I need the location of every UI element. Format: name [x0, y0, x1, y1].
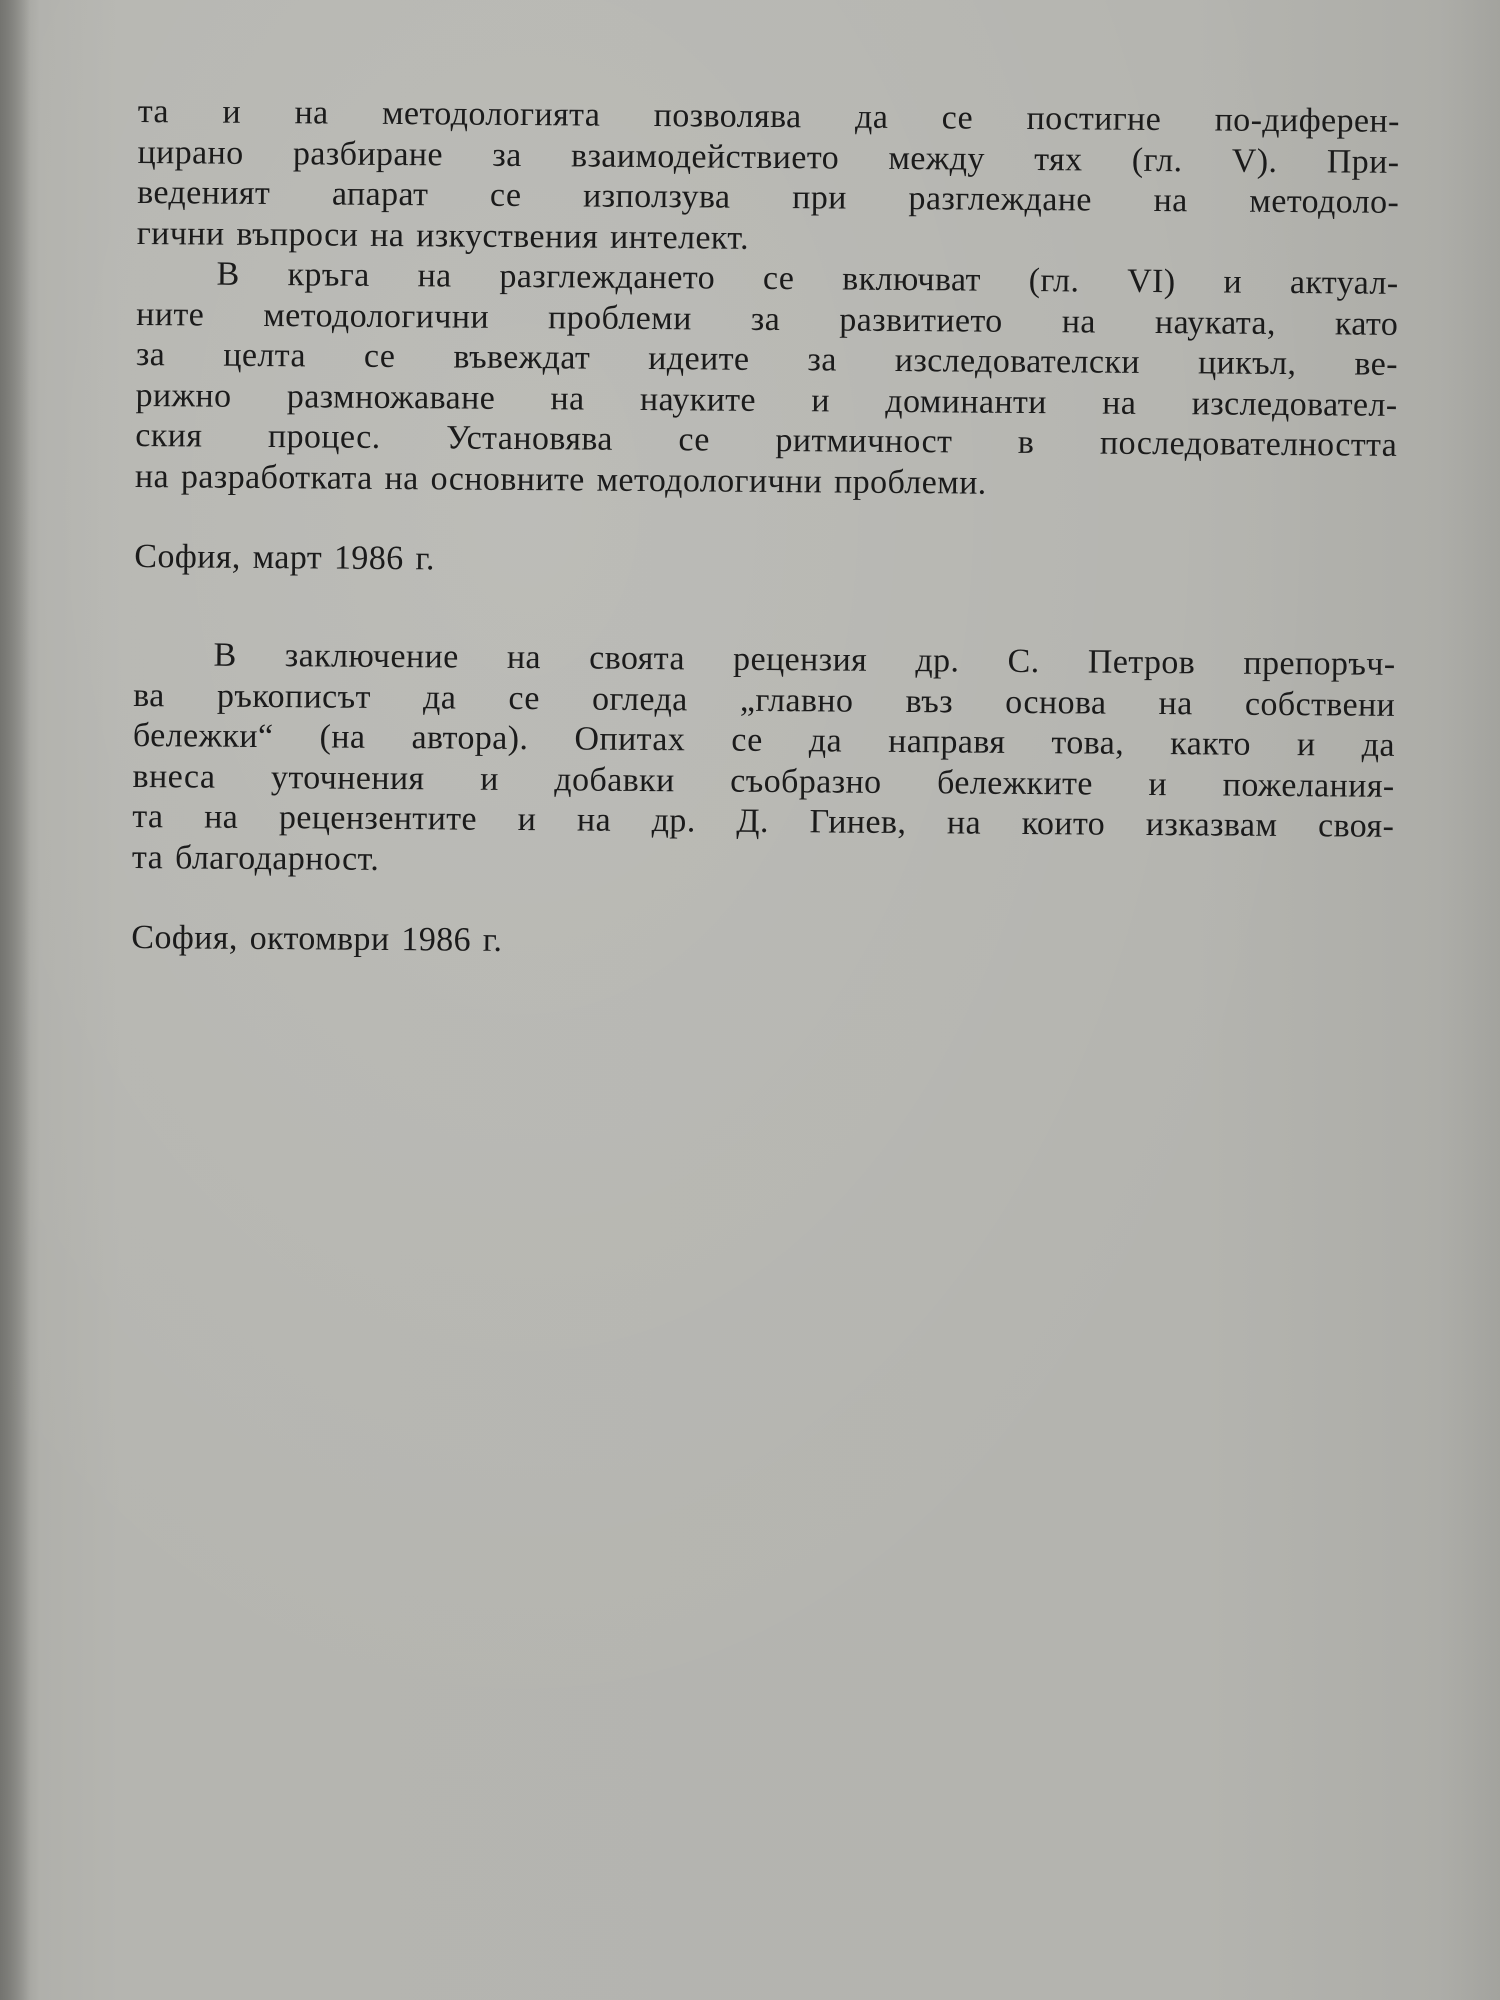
paragraph-3	[132, 635, 1396, 888]
paragraph-2	[135, 254, 1399, 507]
text-line: на разработката на основните методологични проблеми.	[134, 457, 987, 502]
paragraph-1	[137, 92, 1400, 264]
signoff-date-2: София, октомври 1986 г.	[131, 918, 503, 959]
text-line: В заключение на своята рецензия др. С. Петров препоръч-	[213, 636, 1396, 683]
text-line: веденият апарат се използува при разглеждане на методоло-	[137, 173, 1400, 221]
page-text	[131, 92, 1400, 968]
text-line: внеса уточнения и добавки съобразно бележките и пожелания-	[132, 757, 1395, 805]
text-line: та благодарност.	[131, 838, 380, 878]
text-line: В кръга на разглеждането се включват (гл. VI) и актуал-	[216, 255, 1399, 302]
text-line: бележки“ (на автора). Опитах се да направя това, както и да	[132, 716, 1396, 764]
text-line: гични въпроси на изкуствения интелект.	[136, 214, 750, 257]
text-line: та на рецензентите и на др. Д. Гинев, на които изказвам своя-	[132, 797, 1395, 845]
text-line: цирано разбиране за взаимодействието между тях (гл. V). При-	[137, 133, 1400, 181]
text-line: ския процес. Установява се ритмичност в последователността	[135, 416, 1398, 464]
text-line: ните методологични проблеми за развитието на науката, като	[136, 295, 1399, 343]
text-line: рижно размножаване на науките и доминанти на изследовател-	[135, 376, 1398, 424]
text-line: та и на методологията позволява да се постигне по-диферен-	[137, 92, 1400, 140]
page-binding-shadow	[0, 0, 30, 2000]
signoff-date-1: София, март 1986 г.	[134, 537, 436, 578]
text-line: ва ръкописът да се огледа „главно въз основа на собствени	[133, 676, 1396, 724]
text-line: за целта се въвеждат идеите за изследователски цикъл, ве-	[135, 335, 1399, 383]
